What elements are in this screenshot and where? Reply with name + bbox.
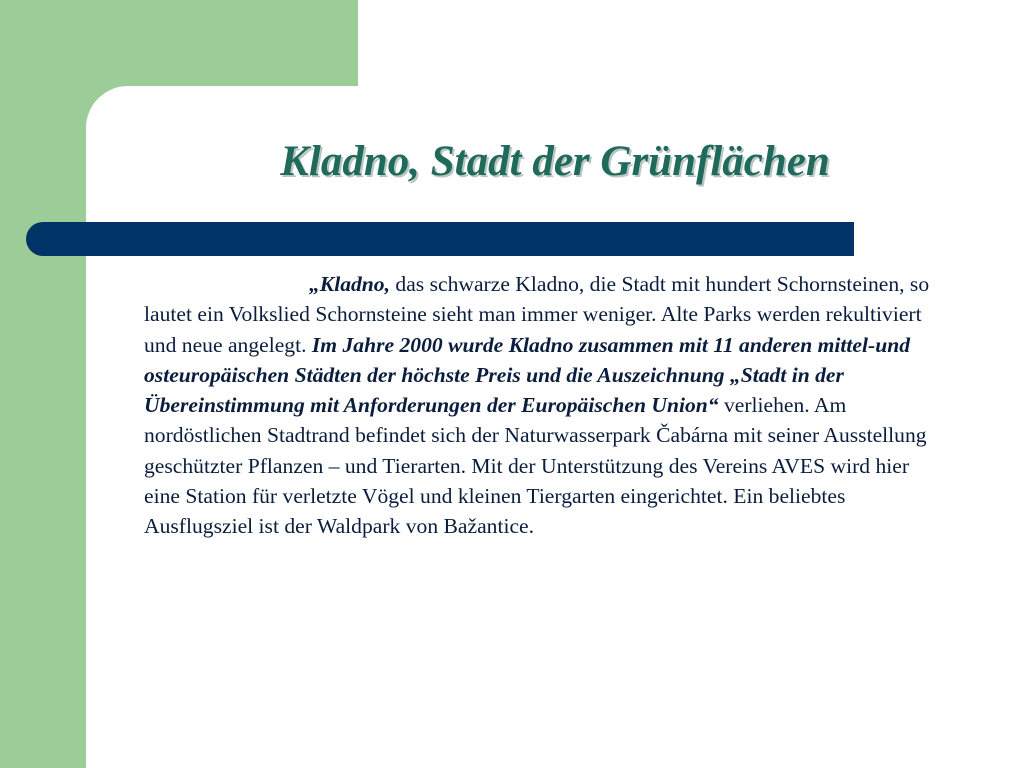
paragraph-run-emphasis-2: Im Jahre 2000 wurde Kladno zusammen mit 11 anderen mittel-und osteuropäischen Städten der höchste Preis und die Auszeichnung „Stadt in der Übereinstimmung mit Anforderungen der Europäischen Union“ bbox=[144, 332, 911, 418]
paragraph-run-emphasis-1: „Kladno, bbox=[309, 272, 390, 296]
slide-title: Kladno, Stadt der Grünflächen bbox=[280, 138, 830, 185]
body-paragraph bbox=[144, 269, 934, 542]
title-underline-bar bbox=[26, 222, 854, 256]
paragraph-run-normal-2: verliehen. Am nordöstlichen Stadtrand befindet sich der Naturwasserpark Čabárna mit seiner Ausstellung geschützter Pflanzen – und Tierarten. Mit der Unterstützung des Vereins AVES wird hier eine Station für verletzte Vögel und kleinen Tiergarten eingerichtet. Ein beliebtes Ausflugsziel ist der Waldpark von Bažantice. bbox=[144, 393, 927, 539]
paragraph-run-normal-1: das schwarze Kladno, die Stadt mit hundert Schornsteinen, so lautet ein Volkslied Schornsteine sieht man immer weniger. Alte Parks werden rekultiviert und neue angelegt. bbox=[144, 272, 930, 357]
